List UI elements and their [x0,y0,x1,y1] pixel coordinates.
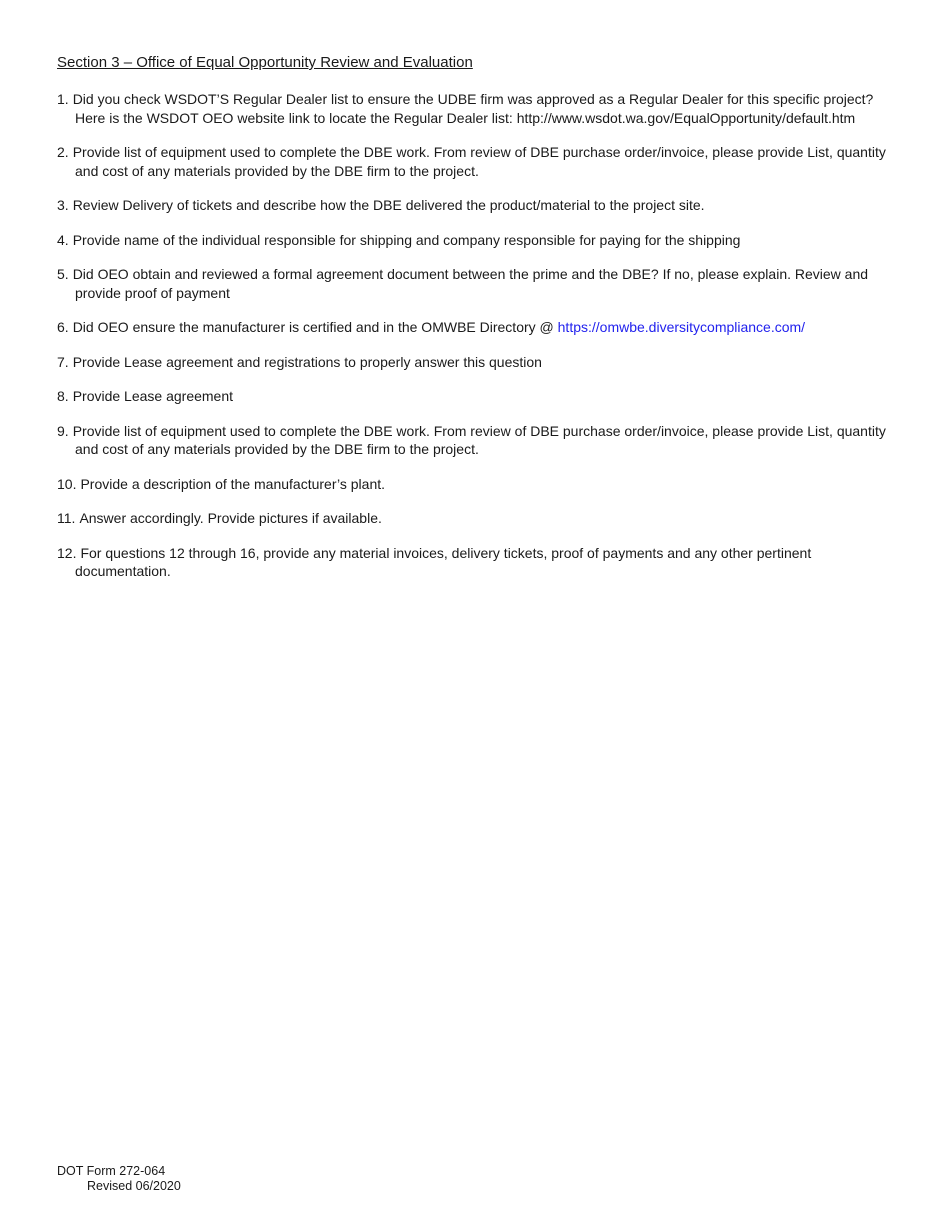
list-item [57,143,888,180]
list-item [57,544,888,581]
list-item [57,387,888,406]
list-item [57,231,888,250]
item-text: Provide list of equipment used to complete the DBE work. From review of DBE purchase order/invoice, please provide List, quantity and cost of any materials provided by the DBE firm to the project. [72,422,886,457]
form-footer [57,1164,181,1193]
form-number: DOT Form 272-064 [57,1164,166,1178]
item-number: 6. [57,319,69,335]
item-text: Provide name of the individual responsible for shipping and company responsible for paying for the shipping [72,231,741,248]
item-number: 7. [57,353,69,370]
item-text: Did OEO obtain and reviewed a formal agreement document between the prime and the DBE? If no, please explain. Review and provide proof of payment [72,266,869,301]
item-number: 10. [57,475,77,492]
item-number: 8. [57,388,69,404]
item-text: Did you check WSDOT’S Regular Dealer list to ensure the UDBE firm was approved as a Regular Dealer for this specific project? Here is the WSDOT OEO website link to locate the Regular Dealer list: http://www.wsdot.wa.gov/EqualOpportunity/default.htm [72,91,874,126]
list-item [57,90,888,127]
item-text: Provide Lease agreement [72,388,234,404]
item-text: Provide a description of the manufacturer’s plant. [80,475,386,492]
item-number: 12. [57,544,77,561]
list-item [57,318,888,337]
item-text: Did OEO ensure the manufacturer is certified and in the OMWBE Directory @ [72,319,558,335]
item-text: Answer accordingly. Provide pictures if available. [79,510,382,526]
item-number: 11. [57,510,76,526]
list-item [57,265,888,302]
section-title: Section 3 – Office of Equal Opportunity Review and Evaluation [57,54,473,71]
item-text: For questions 12 through 16, provide any material invoices, delivery tickets, proof of payments and any other pertinent documentation. [75,544,812,579]
item-text: Provide Lease agreement and registrations to properly answer this question [72,353,542,370]
list-item [57,509,888,528]
form-revised-date: Revised 06/2020 [87,1178,181,1193]
item-text: Provide list of equipment used to complete the DBE work. From review of DBE purchase order/invoice, please provide List, quantity and cost of any materials provided by the DBE firm to the project. [72,144,886,179]
item-number: 1. [57,91,69,107]
list-item [57,353,888,372]
omwbe-directory-link[interactable]: https://omwbe.diversitycompliance.com/ [557,319,806,335]
item-number: 3. [57,197,69,213]
list-item [57,475,888,494]
item-number: 4. [57,231,69,248]
item-number: 2. [57,144,69,160]
item-number: 5. [57,266,69,282]
list-item [57,422,888,459]
item-number: 9. [57,422,69,439]
list-item [57,196,888,215]
item-text: Review Delivery of tickets and describe how the DBE delivered the product/material to the project site. [72,197,705,213]
